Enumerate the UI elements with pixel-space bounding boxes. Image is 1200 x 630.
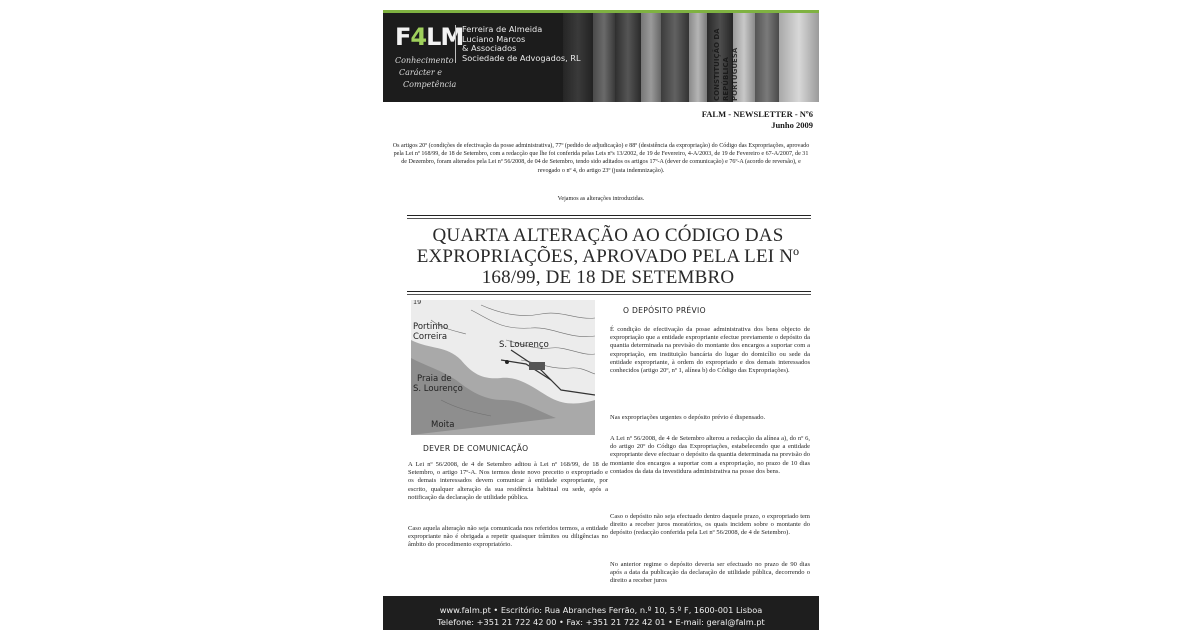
map-label: Praia de bbox=[417, 374, 452, 384]
footer-contacts: Telefone: +351 21 722 42 00 • Fax: +351 21 722 42 01 • E-mail: geral@falm.pt bbox=[437, 617, 765, 627]
firm-line: Ferreira de Almeida bbox=[462, 24, 543, 34]
falm-logo: F4LM bbox=[395, 23, 464, 51]
map-label: S. Lourenço bbox=[413, 384, 463, 394]
newsletter-page bbox=[383, 10, 819, 630]
divider bbox=[407, 291, 811, 292]
main-title: QUARTA ALTERAÇÃO AO CÓDIGO DAS EXPROPRIAÇÕES, APROVADO PELA LEI Nº 168/99, DE 18 DE SETEMBRO bbox=[416, 225, 800, 288]
paragraph: A Lei nº 56/2008, de 4 de Setembro aditou à Lei nº 168/99, de 18 de Setembro, o artigo 17º-A. Nos termos deste novo preceito o expropriado e os demais interessados devem comunicar à entidade expropriante, por escrito, qualquer alteração da sua residência habitual ou sede, após a notificação da declaração de utilidade pública. bbox=[408, 461, 608, 501]
map-label: Correira bbox=[413, 332, 448, 342]
paragraph: A Lei nº 56/2008, de 4 de Setembro alterou a redacção da alínea a), do nº 6, do artigo 20º do Código das Expropriações, estabelecendo que a entidade expropriante deve efectuar o depósito da quantia determinada na previsão do montante dos encargos a suportar com a expropriação, no prazo de 10 dias contados da data da investidura administrativa na posse dos bens. bbox=[610, 435, 810, 475]
divider bbox=[407, 218, 811, 219]
firm-line: Luciano Marcos bbox=[462, 33, 526, 44]
newsletter-title: FALM - NEWSLETTER - Nº6 bbox=[701, 109, 813, 119]
map-label: 19 bbox=[413, 300, 422, 306]
paragraph: Caso o depósito não seja efectuado dentro daquele prazo, o expropriado tem direito a receber juros moratórios, os quais incidem sobre o montante do depósito (redacção conferida pela Lei nº 56/2008, de 4 de Setembro). bbox=[610, 513, 810, 537]
map-label: Moita bbox=[431, 420, 455, 430]
section-heading-deposito: O DEPÓSITO PRÉVIO bbox=[623, 306, 706, 315]
header-banner bbox=[383, 10, 819, 102]
paragraph: É condição de efectivação da posse administrativa dos bens objecto de expropriação que a entidade expropriante efectue previamente o depósito da quantia determinada na previsão do montante dos encargos a suportar com a expropriação, em instituição bancária do lugar do domicílio ou sede da entidade expropriante, à ordem do expropriado e dos demais interessados conhecidos (artigo 20º, nº 1, alínea b) do Código das Expropriações). bbox=[610, 326, 810, 375]
location-map bbox=[411, 300, 595, 435]
book-spine-text: CONSTITUIÇÃO DA REPÚBLICA PORTUGUESA bbox=[713, 28, 739, 101]
paragraph: Caso aquela alteração não seja comunicada nos referidos termos, a entidade expropriante não é obrigada a repetir quaisquer trâmites ou diligências no âmbito do procedimento expropriatório. bbox=[408, 525, 608, 549]
paragraph: Nas expropriações urgentes o depósito prévio é dispensado. bbox=[610, 414, 766, 421]
paragraph: No anterior regime o depósito deveria ser efectuado no prazo de 90 dias após a data da publicação da declaração de utilidade pública, decorrendo o direito a receber juros bbox=[610, 561, 810, 585]
newsletter-heading bbox=[702, 109, 813, 131]
divider bbox=[407, 294, 811, 295]
intro-paragraph: Os artigos 20º (condições de efectivação da posse administrativa), 77º (pedido de adjudicação) e 88º (desistência da expropriação) do Código das Expropriações, aprovado pela Lei nº 168/99, de 18 de Setembro, com a redacção que lhe foi conferida pelas Leis nºs 13/2002, de 19 de Fevereiro, 4-A/2003, de 19 de Fevereiro e 67-A/2007, de 31 de Dezembro, foram alterados pela Lei nº 56/2008, de 04 de Setembro, tendo sido aditados os artigos 17º-A (dever de comunicação) e 76º-A (acordo de reversão), e revogado o nº 4, do artigo 23º (justa indemnização). bbox=[392, 143, 810, 174]
firm-line: & Associados bbox=[462, 43, 517, 54]
section-heading-dever: DEVER DE COMUNICAÇÃO bbox=[423, 444, 529, 453]
newsletter-date: Junho 2009 bbox=[771, 120, 813, 130]
intro-closing: Vejamos as alterações introduzidas. bbox=[557, 196, 645, 202]
footer-address: www.falm.pt • Escritório: Rua Abranches Ferrão, n.º 10, 5.º F, 1600-001 Lisboa bbox=[439, 605, 763, 615]
firm-line: Sociedade de Advogados, RL bbox=[462, 52, 581, 63]
divider bbox=[407, 215, 811, 216]
footer bbox=[383, 596, 819, 630]
map-graphic bbox=[411, 300, 595, 435]
map-label: Portinho bbox=[413, 322, 449, 332]
firm-name bbox=[455, 25, 612, 63]
firm-motto: Conhecimento Carácter e Competência bbox=[395, 56, 457, 89]
map-label: S. Lourenço bbox=[499, 340, 549, 350]
